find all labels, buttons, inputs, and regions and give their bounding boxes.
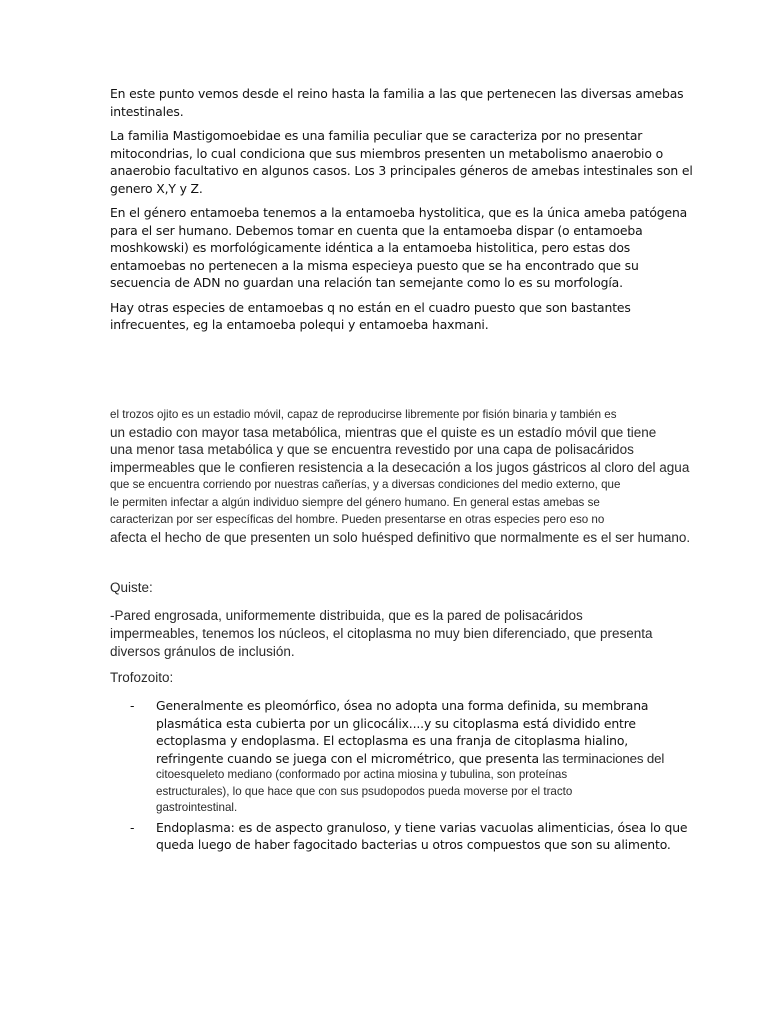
text-line: En este punto vemos desde el reino hasta la familia a las que pertenecen las diversas amebas [110,86,684,101]
text-line: Generalmente es pleomórfico, ósea no adopta una forma definida, su membrana [156,698,649,713]
text-line: moshkowski) es morfológicamente idéntica a la entamoeba histolitica, pero estas dos [110,240,631,255]
bullet-dash: - [130,819,135,835]
text-line: entamoebas no pertenecen a la misma especieya puesto que se ha encontrado que su [110,257,639,273]
text-line: En el género entamoeba tenemos a la entamoeba hystolitica, que es la única ameba patógena [110,205,688,220]
paragraph-estadio-movil [110,406,691,546]
text-line: caracterizan por ser específicas del hombre. Pueden presentarse en otras especies pero eso no [110,513,605,526]
paragraph-genero-entamoeba [110,204,688,292]
text-line: Hay otras especies de entamoebas q no están en el cuadro puesto que son bastantes [110,299,631,315]
text-line: secuencia de ADN no guardan una relación tan semejante como lo es su morfología. [110,275,623,290]
text-line: queda luego de haber fagocitado bacterias u otros compuestos que son su alimento. [156,837,671,852]
text-fragment: las terminaciones del [538,750,665,766]
text-line: diversos gránulos de inclusión. [110,644,295,659]
bullet-dash: - [130,698,135,713]
intro-section [110,85,693,334]
text-line: anaerobio facultativo en algunos casos. Los 3 principales géneros de amebas intestinales son el [110,163,693,178]
text-line: que se encuentra corriendo por nuestras cañerías, y a diversas condiciones del medio externo, que [110,478,621,491]
text-line: infrecuentes, eg la entamoeba polequi y entamoeba haxmani. [110,317,489,332]
paragraph-mastigomoebidae [110,127,693,197]
text-line: el trozos ojito es un estadio móvil, capaz de reproducirse libremente por fisión binaria y también es [110,408,617,421]
list-item [130,697,665,817]
text-line: plasmática esta cubierta por un glicocálix....y su citoplasma está dividido entre [156,715,636,731]
text-line: citoesqueleto mediano (conformado por actina miosina y tubulina, son proteínas [156,768,568,781]
text-line: una menor tasa metabólica y que se encuentra revestido por una capa de polisacáridos [110,442,634,457]
bullet-text-bold [156,819,688,854]
text-fragment: refringente cuando se juega con el micrométrico, que presenta [156,750,539,766]
text-line: gastrointestinal. [156,801,238,814]
text-line: -Pared engrosada, uniformemente distribuida, que es la pared de polisacáridos [110,608,583,623]
list-item [130,819,688,854]
paragraph-reino-familia [110,85,684,120]
text-line: un estadio con mayor tasa metabólica, mientras que el quiste es un estadío móvil que tiene [110,424,657,440]
paragraph-otras-especies [110,299,658,334]
text-line: Endoplasma: es de aspecto granuloso, y tiene varias vacuolas alimenticias, ósea lo que [156,819,688,835]
text-line: impermeables que le confieren resistencia a la desecación a los jugos gástricos al cloro del agua [110,459,690,475]
text-line: intestinales. [110,103,184,119]
text-line: para el ser humano. Debemos tomar en cuenta que la entamoeba dispar (o entamoeba [110,222,643,238]
bullet-text-bold [156,697,665,767]
text-line: afecta el hecho de que presenten un solo huésped definitivo que normalmente es el ser humano. [110,529,691,545]
text-line: genero X,Y y Z. [110,180,203,196]
text-line: estructurales), lo que hace que con sus psudopodos pueda moverse por el tracto [156,784,573,798]
text-line [156,750,665,768]
trofozoito-bullet-list [130,697,688,854]
text-line: La familia Mastigomoebidae es una familia peculiar que se caracteriza por no presentar [110,128,643,143]
text-line: ectoplasma y endoplasma. El ectoplasma es una franja de citoplasma hialino, [156,733,629,748]
trofozoito-heading: Trofozoito: [110,670,174,685]
text-line: mitocondrias, lo cual condiciona que sus miembros presenten un metabolismo anaerobio o [110,145,664,161]
bullet-text-small [156,767,660,817]
text-line: le permiten infectar a algún individuo siempre del género humano. En general estas amebas se [110,495,600,509]
quiste-description [110,607,658,661]
quiste-heading: Quiste: [110,580,153,595]
text-line: impermeables, tenemos los núcleos, el citoplasma no muy bien diferenciado, que presenta [110,626,653,641]
